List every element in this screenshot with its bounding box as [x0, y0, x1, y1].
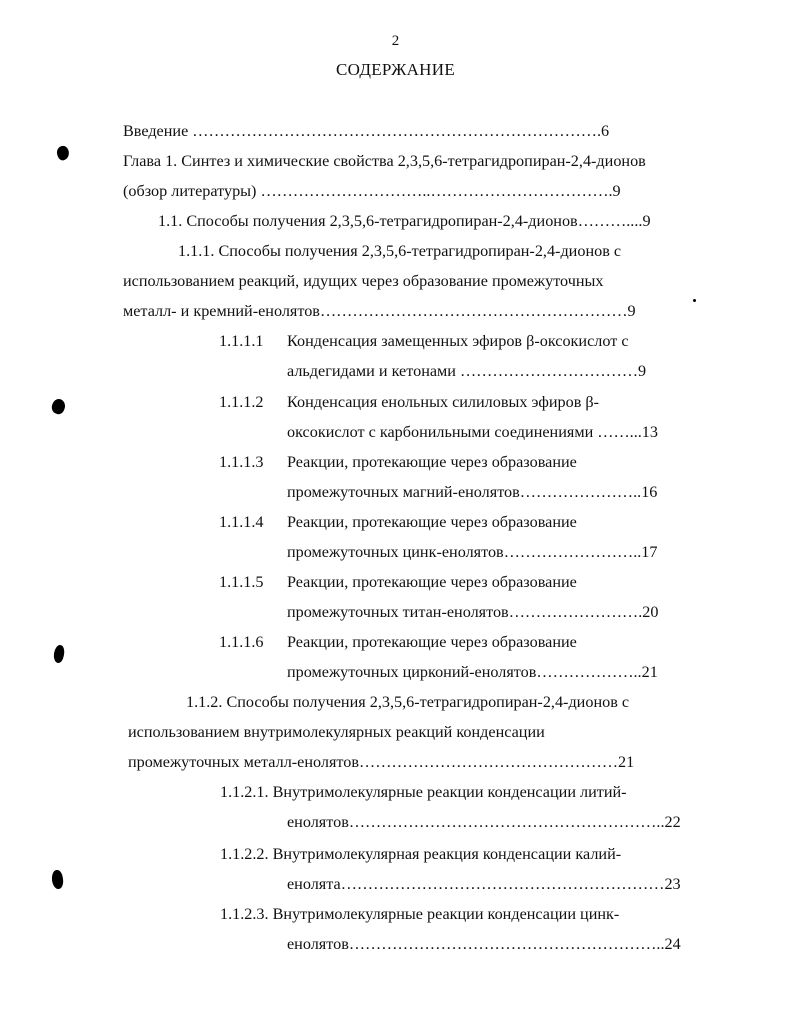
ink-speck — [693, 299, 696, 302]
toc-entry-1-1-2-1-cont: енолятов…………………………………………………..22 — [287, 813, 681, 831]
toc-entry-1-1-2-1: 1.1.2.1. Внутримолекулярные реакции конденсации литий- — [220, 783, 627, 801]
page-title: СОДЕРЖАНИЕ — [335, 60, 456, 79]
ink-blot — [51, 869, 65, 889]
toc-number-1-1-1-4: 1.1.1.4 — [219, 513, 264, 531]
toc-entry-1-1-1-cont: металл- и кремний-енолятов…………………………………………………9 — [123, 302, 636, 320]
toc-entry-1-1-1-2-cont: оксокислот с карбонильными соединениями ……...13 — [287, 423, 658, 441]
ink-blot — [53, 644, 66, 663]
toc-entry-1-1-2-cont: промежуточных металл-енолятов…………………………………………21 — [128, 753, 635, 771]
toc-entry-chapter-1: Глава 1. Синтез и химические свойства 2,3,5,6-тетрагидропиран-2,4-дионов — [123, 152, 646, 170]
toc-entry-1-1-1-3-cont: промежуточных магний-енолятов…………………..16 — [287, 483, 658, 501]
toc-entry-1-1-2-2: 1.1.2.2. Внутримолекулярная реакция конденсации калий- — [220, 845, 622, 863]
toc-number-1-1-1-3: 1.1.1.3 — [219, 453, 264, 471]
page-number: 2 — [391, 33, 400, 49]
toc-entry-1-1: 1.1. Способы получения 2,3,5,6-тетрагидропиран-2,4-дионов………....9 — [158, 212, 651, 230]
toc-entry-1-1-1-5: Реакции, протекающие через образование — [287, 573, 577, 591]
toc-entry-1-1-1-6-cont: промежуточных цирконий-енолятов………………..21 — [287, 663, 658, 681]
toc-number-1-1-1-6: 1.1.1.6 — [219, 633, 264, 651]
toc-entry-1-1-2-2-cont: енолята……………………………………………………23 — [287, 875, 681, 893]
toc-entry-1-1-2-cont: использованием внутримолекулярных реакций конденсации — [128, 723, 545, 741]
ink-blot — [55, 144, 71, 161]
toc-entry-1-1-1-1: Конденсация замещенных эфиров β-оксокислот с — [287, 332, 629, 350]
toc-entry-1-1-1-3: Реакции, протекающие через образование — [287, 453, 577, 471]
toc-number-1-1-1-5: 1.1.1.5 — [219, 573, 264, 591]
toc-number-1-1-1-2: 1.1.1.2 — [219, 393, 264, 411]
toc-entry-1-1-1-cont: использованием реакций, идущих через образование промежуточных — [123, 272, 604, 290]
toc-entry-1-1-1-4-cont: промежуточных цинк-енолятов……………………..17 — [287, 543, 658, 561]
toc-entry-1-1-1-6: Реакции, протекающие через образование — [287, 633, 577, 651]
ink-blot — [49, 397, 67, 416]
toc-entry-1-1-2-3-cont: енолятов…………………………………………………..24 — [287, 935, 681, 953]
toc-entry-chapter-1-cont: (обзор литературы) …………………………..…………………………….9 — [123, 182, 621, 200]
toc-entry-1-1-1-5-cont: промежуточных титан-енолятов…………………….20 — [287, 603, 659, 621]
toc-entry-1-1-1-4: Реакции, протекающие через образование — [287, 513, 577, 531]
toc-entry-1-1-1-2: Конденсация енольных силиловых эфиров β- — [287, 393, 600, 411]
toc-entry-1-1-1-1-cont: альдегидами и кетонами ……………………………9 — [287, 362, 647, 380]
toc-entry-introduction: Введение ………………………………………………………………….6 — [123, 122, 610, 140]
toc-entry-1-1-2: 1.1.2. Способы получения 2,3,5,6-тетрагидропиран-2,4-дионов с — [186, 693, 630, 711]
toc-entry-1-1-1: 1.1.1. Способы получения 2,3,5,6-тетрагидропиран-2,4-дионов с — [178, 242, 622, 260]
toc-number-1-1-1-1: 1.1.1.1 — [219, 332, 264, 350]
toc-entry-1-1-2-3: 1.1.2.3. Внутримолекулярные реакции конденсации цинк- — [220, 905, 620, 923]
